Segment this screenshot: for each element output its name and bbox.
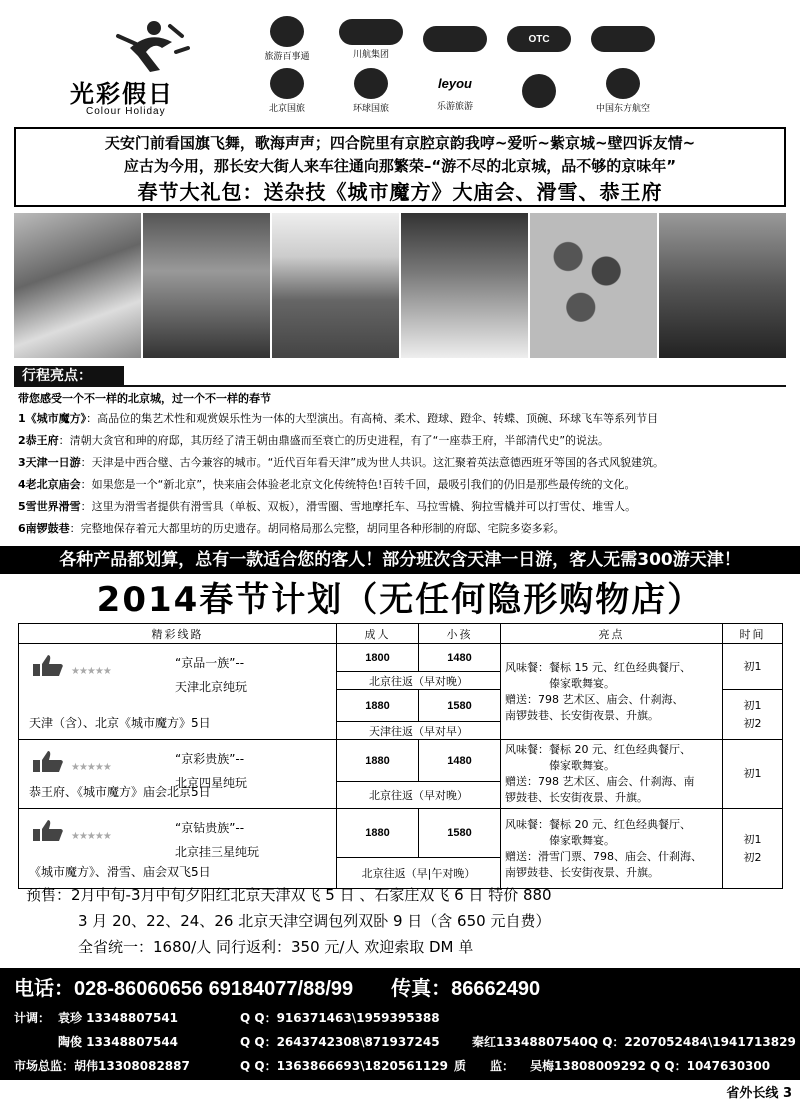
highlights-divider	[14, 385, 786, 387]
partner-logo	[413, 68, 497, 114]
leyou-logo: leyou	[438, 76, 472, 91]
rating-stars: ★★★★★	[71, 762, 111, 773]
highlight-text: ：天津是中西合璧、古今兼容的城市。“近代百年看天津”成为世人共识。这汇聚着英法意德西班牙等国的各式风貌建筑。	[80, 456, 665, 469]
partner-caption: 环球国旅	[352, 104, 389, 114]
child-price: 1580	[419, 690, 501, 722]
presale-line-2: 3 月 20、22、24、26 北京天津空调包列双卧 9 日（含 650 元自费）	[78, 912, 551, 930]
intro-line-1: 天安门前看国旗飞舞，歌海声声；四合院里有京腔京韵我哼~爱听~紫京城~壁四诉友情~	[104, 134, 696, 152]
butterfly-logo	[270, 68, 304, 99]
group-logo	[339, 19, 403, 45]
bear-mascot-logo	[522, 74, 556, 108]
planner-1: 袁珍 13348807541	[58, 1011, 179, 1025]
temple-of-heaven-photo	[401, 213, 528, 358]
route-cell	[19, 740, 337, 809]
departure-date: 初1 初2	[723, 809, 783, 889]
planner-1-qq: Q Q：916371463\1959395388	[240, 1011, 440, 1025]
partner-caption: 中国东方航空	[595, 104, 650, 114]
route-name: “京钻贵族”--	[175, 821, 245, 835]
header	[0, 0, 800, 118]
transport-note: 北京往返（早对晚）	[337, 672, 501, 690]
quality-supervisor: 吴梅13808009292 Q Q：1047630300	[530, 1059, 771, 1073]
route-features: 风味餐：餐标 20 元、红色经典餐厅、 傣家歌舞宴。 赠送：滑雪门票、798、庙会、什刹海、 南锣鼓巷、长安街夜景、升旗。	[501, 809, 723, 889]
partner-caption: 北京国旅	[268, 104, 305, 114]
presale-line-1: 预售：2月中旬-3月中旬夕阳红北京天津双飞 5 日 、石家庄双飞 6 日 特价 880	[26, 886, 552, 904]
route-name: “京品一族”--	[175, 656, 245, 670]
partner-logo	[329, 16, 413, 62]
brand-name: 光彩假日	[70, 80, 174, 108]
partner-logo	[413, 16, 497, 62]
adult-price: 1880	[337, 740, 419, 782]
page-footer: 省外长线 3	[726, 1086, 792, 1100]
highlight-label: 1《城市魔方》	[18, 412, 87, 425]
airline-wing-logo	[591, 26, 655, 52]
highlights-lead: 带您感受一个不一样的北京城，过一个不一样的春节	[18, 392, 271, 405]
tour-mascot-logo	[270, 16, 304, 47]
partner-logo	[497, 16, 581, 62]
route-description: 恭王府、《城市魔方》庙会北京5日	[29, 785, 211, 799]
intro-box	[14, 127, 786, 207]
planner-label: 计调：	[14, 1011, 51, 1025]
rating-stars: ★★★★★	[71, 666, 111, 677]
child-price: 1480	[419, 644, 501, 672]
adult-price: 1880	[337, 809, 419, 858]
contact-panel	[0, 968, 800, 1080]
partner-caption: 旅游百事通	[264, 52, 310, 62]
rating-stars: ★★★★★	[71, 831, 111, 842]
partner-logo	[245, 16, 329, 62]
highlight-label: 6南锣鼓巷	[18, 522, 70, 535]
highlights-list	[18, 408, 786, 540]
highlight-item	[18, 496, 786, 518]
partner-logos	[245, 16, 665, 116]
running-figure-icon	[110, 18, 190, 76]
thumbs-up-icon	[31, 817, 67, 843]
route-subtitle: 北京四星纯玩	[175, 776, 248, 790]
planner-2: 陶俊 13348807544	[58, 1035, 179, 1049]
planner-3: 秦红13348807540Q Q：2207052484\1941713829	[472, 1035, 796, 1049]
otc-logo: OTC	[507, 26, 571, 52]
partner-logo	[245, 68, 329, 114]
highlight-label: 3天津一日游	[18, 456, 81, 469]
highlight-item	[18, 430, 786, 452]
candied-haws-photo	[530, 213, 657, 358]
partner-logo	[581, 16, 665, 62]
thumbs-up-icon	[31, 652, 67, 678]
phone-number[interactable]: 电话：028-86060656 69184077/88/99	[14, 978, 354, 1000]
hotpot-photo	[143, 213, 270, 358]
highlight-text: ：如果您是一个“新北京”，快来庙会体验老北京文化传统特色!百转千回，最吸引我们的仍旧是那些最传统的文化。	[80, 478, 636, 491]
header-features: 亮点	[501, 624, 723, 644]
table-row	[19, 809, 783, 858]
table-row	[19, 644, 783, 672]
adult-price: 1800	[337, 644, 419, 672]
presale-info	[26, 882, 786, 960]
route-description: 天津（含）、北京《城市魔方》5日	[29, 716, 211, 730]
travel-agency-logo	[354, 68, 388, 99]
route-features: 风味餐：餐标 15 元、红色经典餐厅、 傣家歌舞宴。 赠送：798 艺术区、庙会、什刹海、 南锣鼓巷、长安街夜景、升旗。	[501, 644, 723, 740]
highlight-item	[18, 408, 786, 430]
intro-line-2: 应古为今用，那长安大街人来车往通向那繁荣–“游不尽的北京城，品不够的京味年”	[123, 157, 677, 175]
child-price: 1480	[419, 740, 501, 782]
departure-date: 初1	[723, 644, 783, 690]
route-features: 风味餐：餐标 20 元、红色经典餐厅、 傣家歌舞宴。 赠送：798 艺术区、庙会、什刹海、南 锣鼓巷、长安街夜景、升旗。	[501, 740, 723, 809]
partner-logo	[581, 68, 665, 114]
plan-title: 2014春节计划（无任何隐形购物店）	[96, 580, 704, 620]
route-cell	[19, 809, 337, 889]
highlight-label: 4老北京庙会	[18, 478, 81, 491]
route-subtitle: 北京挂三星纯玩	[175, 845, 260, 859]
planner-2-qq: Q Q：2643742308\871937245	[240, 1035, 440, 1049]
partner-logo	[497, 68, 581, 114]
promo-banner: 各种产品都划算，总有一款适合您的客人！部分班次含天津一日游，客人无需300游天津！	[0, 546, 800, 574]
fax-number: 传真：86662490	[391, 978, 541, 1000]
china-eastern-logo	[606, 68, 640, 99]
route-name: “京彩贵族”--	[175, 752, 245, 766]
highlight-item	[18, 452, 786, 474]
highlight-label: 5雪世界滑雪	[18, 500, 81, 513]
departure-date: 初1 初2	[723, 690, 783, 740]
header-child: 小孩	[419, 624, 501, 644]
highlight-item	[18, 518, 786, 540]
intro-line-3: 春节大礼包：送杂技《城市魔方》大庙会、滑雪、恭王府	[137, 180, 663, 204]
partner-caption: 川航集团	[352, 49, 389, 60]
brand-english: Colour Holiday	[86, 106, 166, 117]
highlight-label: 2恭王府	[18, 434, 59, 447]
header-adult: 成人	[337, 624, 419, 644]
great-wall-photo	[272, 213, 399, 358]
route-description: 《城市魔方》、滑雪、庙会双飞5日	[29, 865, 211, 879]
route-cell	[19, 644, 337, 740]
transport-note: 北京往返（早对晚）	[337, 782, 501, 809]
market-director-qq: Q Q：1363866693\1820561129	[240, 1059, 448, 1073]
qc-label: 质 监：	[454, 1059, 515, 1073]
pricing-table	[18, 623, 783, 889]
photo-strip	[14, 213, 786, 358]
partner-caption: 乐游旅游	[436, 101, 473, 112]
highlight-text: ：这里为滑雪者提供有滑雪具（单板、双板），滑雪圈、雪地摩托车、马拉雪橇、狗拉雪橇并可以打雪仗、堆雪人。	[80, 500, 637, 513]
partner-logo	[329, 68, 413, 114]
transport-note: 北京往返（早|午对晚）	[337, 857, 501, 888]
header-date: 时间	[723, 624, 783, 644]
route-subtitle: 天津北京纯玩	[175, 680, 248, 694]
highlight-text: ：高品位的集艺术性和观赏娱乐性为一体的大型演出。有高椅、柔术、蹬球、蹬伞、转蝶、顶碗、环球飞车等系列节目	[86, 412, 659, 425]
header-route: 精彩线路	[19, 624, 337, 644]
thumbs-up-icon	[31, 748, 67, 774]
adult-price: 1880	[337, 690, 419, 722]
highlight-text: ：完整地保存着元大都里坊的历史遗存。胡同格局那么完整，胡同里各种形制的府邸、宅院多姿多彩。	[69, 522, 565, 535]
highlight-text: ：清朝大贪官和珅的府邸，其历经了清王朝由鼎盛而至衰亡的历史进程，有了“一座恭王府，半部清代史”的说法。	[58, 434, 610, 447]
highlights-title: 行程亮点：	[14, 366, 124, 386]
market-director: 市场总监：胡伟13308082887	[14, 1059, 190, 1073]
temple-fair-photo	[659, 213, 786, 358]
table-row	[19, 740, 783, 782]
transport-note: 天津往返（早对早）	[337, 722, 501, 740]
highlight-item	[18, 474, 786, 496]
child-price: 1580	[419, 809, 501, 858]
airline-logo	[423, 26, 487, 52]
brand-logo	[70, 18, 230, 117]
skier-photo	[14, 213, 141, 358]
departure-date: 初1	[723, 740, 783, 809]
presale-line-3: 全省统一：1680/人 同行返利：350 元/人 欢迎索取 DM 单	[78, 938, 474, 956]
